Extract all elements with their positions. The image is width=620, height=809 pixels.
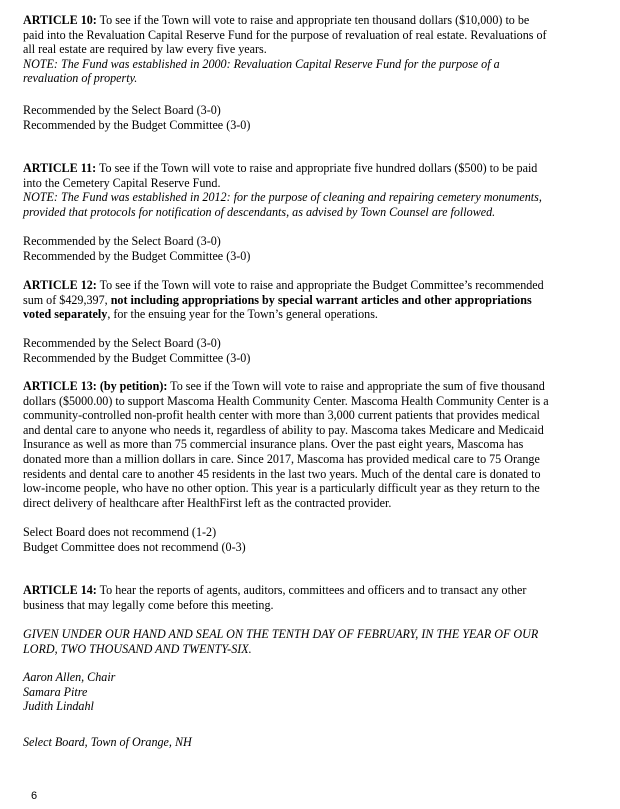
article-heading: ARTICLE 13: (by petition): xyxy=(23,379,168,393)
article-10 xyxy=(23,13,599,86)
board-signature xyxy=(23,735,599,750)
article-text: Insurance as well as more than 75 commercial insurance plans. Over the past eight years, Mascoma has xyxy=(23,437,524,452)
recommendation: Recommended by the Select Board (3-0) xyxy=(23,336,221,350)
article-14 xyxy=(23,583,599,612)
board-name: Select Board, Town of Orange, NH xyxy=(23,735,192,749)
article-text: into the Cemetery Capital Reserve Fund. xyxy=(23,175,221,190)
article-text: low-income people, who have no other option. This year is a particularly difficult year as they return to the xyxy=(23,481,540,496)
signer-name: Samara Pitre xyxy=(23,684,88,699)
article-text: all real estate are required by law every five years. xyxy=(23,42,267,57)
recommendation: Recommended by the Budget Committee (3-0) xyxy=(23,248,251,263)
article-text: sum of $429,397, xyxy=(23,292,111,307)
article-heading: ARTICLE 12: xyxy=(23,278,97,292)
article-note: revaluation of property. xyxy=(23,71,138,86)
signer-name: Judith Lindahl xyxy=(23,699,94,714)
article-heading: ARTICLE 10: xyxy=(23,13,97,27)
article-text: To hear the reports of agents, auditors, committees and officers and to transact any other xyxy=(96,583,527,597)
article-note: provided that protocols for notification of descendants, as advised by Town Counsel are followed. xyxy=(23,204,496,219)
article-note: NOTE: The Fund was established in 2012: for the purpose of cleaning and repairing cemetery monuments, xyxy=(23,190,542,205)
article-text: residents and dental care to another 45 residents in the last two years. Much of the dental care is donated to xyxy=(23,466,541,481)
article-text: and dental care to anyone who needs it, regardless of ability to pay. Mascoma takes Medicare and Medicaid xyxy=(23,422,544,437)
article-text-bold: voted separately xyxy=(23,307,108,322)
article-12-recommendations xyxy=(23,336,599,365)
recommendation: Budget Committee does not recommend (0-3) xyxy=(23,539,246,554)
page-number: 6 xyxy=(31,790,38,802)
article-heading: ARTICLE 11: xyxy=(23,161,97,175)
recommendation: Recommended by the Budget Committee (3-0) xyxy=(23,350,251,365)
signers xyxy=(23,670,599,714)
article-text: donated more than a million dollars in care. Since 2017, Mascoma has provided medical care to 75 Orange xyxy=(23,451,540,466)
article-11 xyxy=(23,161,599,219)
article-note: NOTE: The Fund was established in 2000: Revaluation Capital Reserve Fund for the purpose of a xyxy=(23,56,500,71)
article-text: To see if the Town will vote to raise and appropriate the sum of five thousand xyxy=(167,379,545,393)
article-text: direct delivery of healthcare after HealthFirst left as the contracted provider. xyxy=(23,495,392,510)
recommendation: Recommended by the Budget Committee (3-0) xyxy=(23,117,251,132)
article-text: dollars ($5000.00) to support Mascoma Health Community Center. Mascoma Health Community Center is a xyxy=(23,393,549,408)
article-13 xyxy=(23,379,599,510)
article-12 xyxy=(23,278,599,322)
article-text: community-controlled non-profit health center with more than 3,000 current patients that provides medical xyxy=(23,408,540,423)
recommendation: Recommended by the Select Board (3-0) xyxy=(23,234,221,248)
recommendation: Recommended by the Select Board (3-0) xyxy=(23,103,221,117)
given-line: GIVEN UNDER OUR HAND AND SEAL ON THE TENTH DAY OF FEBRUARY, IN THE YEAR OF OUR xyxy=(23,627,539,641)
article-10-recommendations xyxy=(23,103,599,132)
given-statement xyxy=(23,627,599,656)
article-text: paid into the Revaluation Capital Reserve Fund for the purpose of revaluation of real estate. Revaluations of xyxy=(23,27,547,42)
recommendation: Select Board does not recommend (1-2) xyxy=(23,525,217,539)
article-text: To see if the Town will vote to raise and appropriate five hundred dollars ($500) to be paid xyxy=(96,161,538,175)
article-text: To see if the Town will vote to raise and appropriate the Budget Committee’s recommended xyxy=(96,278,544,292)
article-text-bold: not including appropriations by special warrant articles and other appropriations xyxy=(110,292,532,307)
article-11-recommendations xyxy=(23,234,599,263)
article-13-recommendations xyxy=(23,525,599,554)
article-text: , for the ensuing year for the Town’s general operations. xyxy=(107,307,378,322)
article-text: To see if the Town will vote to raise and appropriate ten thousand dollars ($10,000) to be xyxy=(96,13,530,27)
given-line: LORD, TWO THOUSAND AND TWENTY-SIX. xyxy=(23,641,252,656)
article-heading: ARTICLE 14: xyxy=(23,583,97,597)
article-text: business that may legally come before this meeting. xyxy=(23,597,274,612)
signer-name: Aaron Allen, Chair xyxy=(23,670,116,684)
